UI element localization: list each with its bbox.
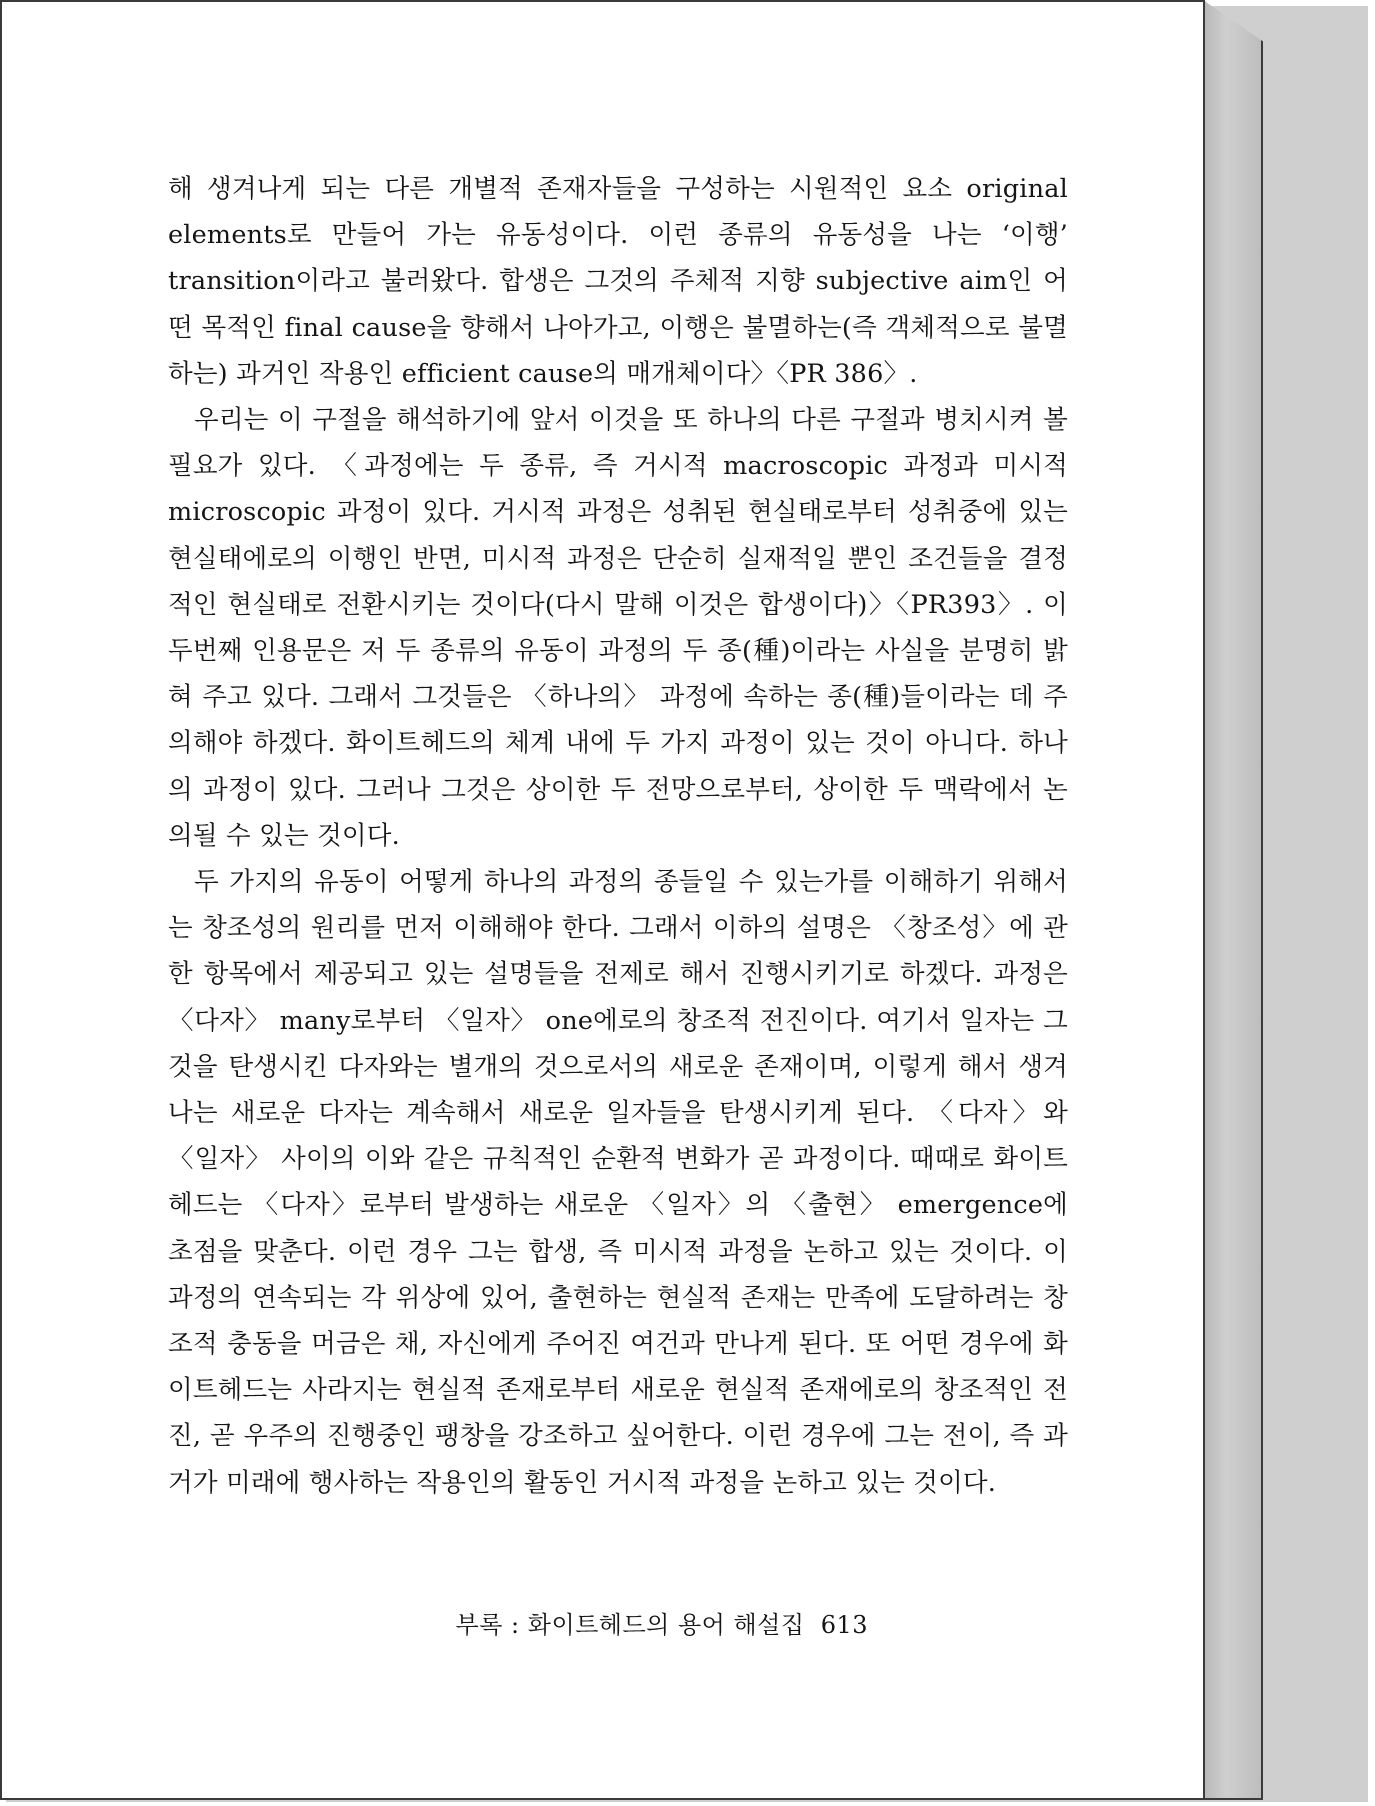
- paragraph-2: 우리는 이 구절을 해석하기에 앞서 이것을 또 하나의 다른 구절과 병치시켜 볼 필요가 있다. 〈과정에는 두 종류, 즉 거시적 macroscopic 과정과 미시적 microscopic 과정이 있다. 거시적 과정은 성취된 현실태로부터 성취중에 있는 현실태에로의 이행인 반면, 미시적 과정은 단순히 실재적일 뿐인 조건들을 결정적인 현실태로 전환시키는 것이다(다시 말해 이것은 합생이다)〉〈PR393〉. 이 두번째 인용문은 저 두 종류의 유동이 과정의 두 종(種)이라는 사실을 분명히 밝혀 주고 있다. 그래서 그것들은 〈하나의〉 과정에 속하는 종(種)들이라는 데 주의해야 하겠다. 화이트헤드의 체계 내에 두 가지 과정이 있는 것이 아니다. 하나의 과정이 있다. 그러나 그것은 상이한 두 전망으로부터, 상이한 두 맥락에서 논의될 수 있는 것이다.: [168, 405, 1068, 851]
- body-text: [168, 166, 1068, 1506]
- page-footer: [456, 1610, 868, 1640]
- page-number: 613: [820, 1611, 868, 1639]
- running-title: 부록 : 화이트헤드의 용어 해설집: [455, 1611, 805, 1639]
- paragraph-1: 해 생겨나게 되는 다른 개별적 존재자들을 구성하는 시원적인 요소 original elements로 만들어 가는 유동성이다. 이런 종류의 유동성을 나는 ‘이행’ transition이라고 불러왔다. 합생은 그것의 주체적 지향 subjective aim인 어떤 목적인 final cause을 향해서 나아가고, 이행은 불멸하는(즉 객체적으로 불멸하는) 과거인 작용인 efficient cause의 매개체이다〉〈PR 386〉.: [168, 174, 1068, 389]
- paragraph-3: 두 가지의 유동이 어떻게 하나의 과정의 종들일 수 있는가를 이해하기 위해서는 창조성의 원리를 먼저 이해해야 한다. 그래서 이하의 설명은 〈창조성〉에 관한 항목에서 제공되고 있는 설명들을 전제로 해서 진행시키기로 하겠다. 과정은 〈다자〉 many로부터 〈일자〉 one에로의 창조적 전진이다. 여기서 일자는 그것을 탄생시킨 다자와는 별개의 것으로서의 새로운 존재이며, 이렇게 해서 생겨나는 새로운 다자는 계속해서 새로운 일자들을 탄생시키게 된다. 〈다자〉와 〈일자〉 사이의 이와 같은 규칙적인 순환적 변화가 곧 과정이다. 때때로 화이트헤드는 〈다자〉로부터 발생하는 새로운 〈일자〉의 〈출현〉 emergence에 초점을 맞춘다. 이런 경우 그는 합생, 즉 미시적 과정을 논하고 있는 것이다. 이 과정의 연속되는 각 위상에 있어, 출현하는 현실적 존재는 만족에 도달하려는 창조적 충동을 머금은 채, 자신에게 주어진 여건과 만나게 된다. 또 어떤 경우에 화이트헤드는 사라지는 현실적 존재로부터 새로운 현실적 존재에로의 창조적인 전진, 곧 우주의 진행중인 팽창을 강조하고 싶어한다. 이런 경우에 그는 전이, 즉 과거가 미래에 행사하는 작용인의 활동인 거시적 과정을 논하고 있는 것이다.: [168, 867, 1068, 1498]
- book-page-edge: [1203, 0, 1263, 1800]
